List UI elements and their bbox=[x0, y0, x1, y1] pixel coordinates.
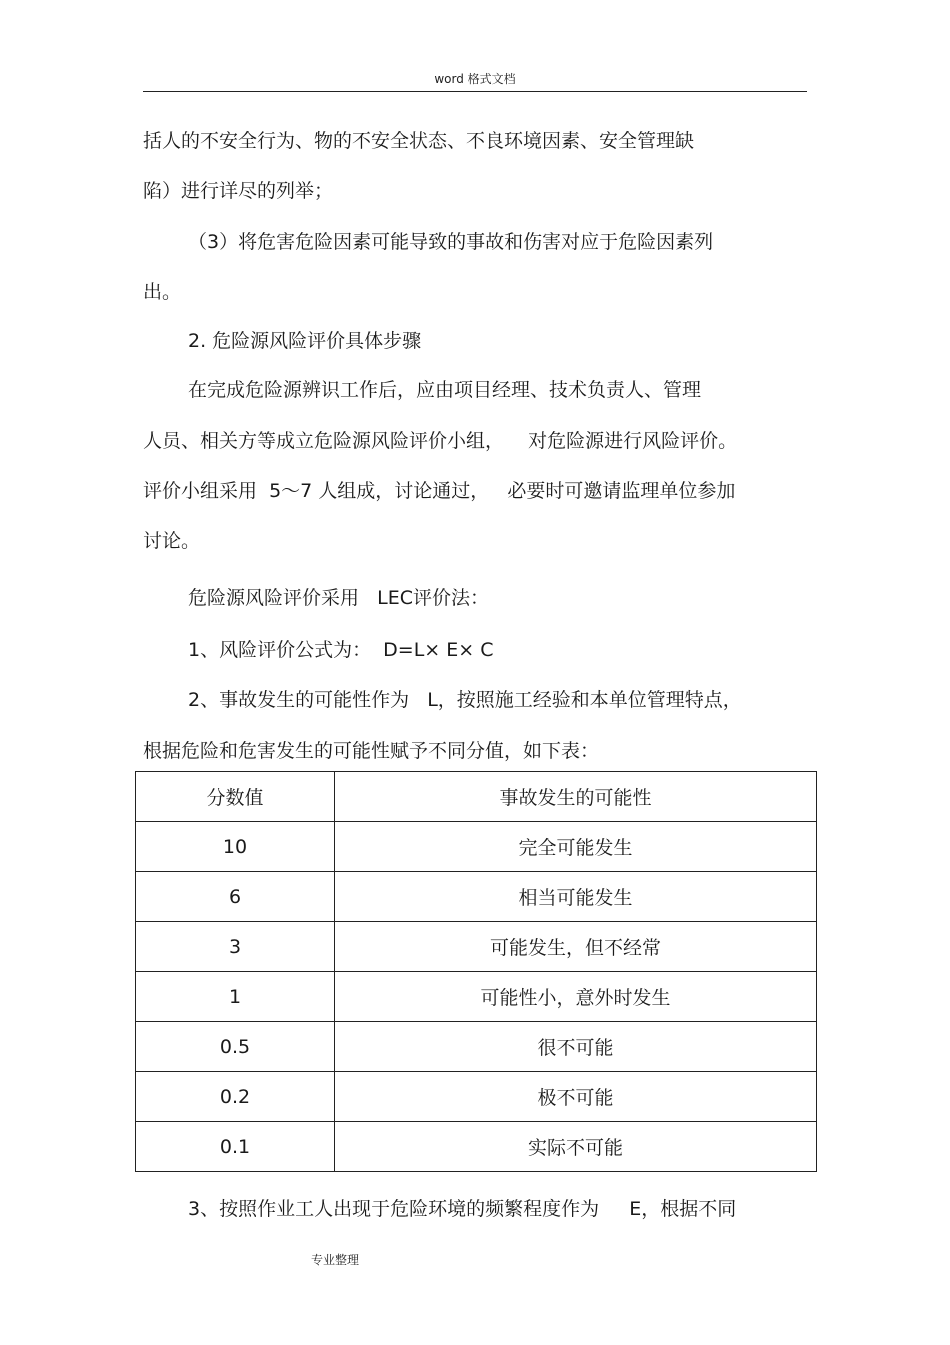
score-cell: 0.1 bbox=[136, 1122, 335, 1172]
table-row bbox=[136, 1022, 817, 1072]
page-header: word 格式文档 bbox=[434, 72, 516, 86]
paragraph-line: 出。 bbox=[143, 281, 182, 303]
likelihood-cell: 完全可能发生 bbox=[335, 822, 817, 872]
paragraph-line: 人员、相关方等成立危险源风险评价小组， 对危险源进行风险评价。 bbox=[143, 430, 738, 452]
score-cell: 1 bbox=[136, 972, 335, 1022]
likelihood-cell: 实际不可能 bbox=[335, 1122, 817, 1172]
table-row bbox=[136, 1072, 817, 1122]
score-cell: 0.5 bbox=[136, 1022, 335, 1072]
table-header-row bbox=[136, 772, 817, 822]
likelihood-score-table bbox=[135, 771, 817, 1172]
score-cell: 10 bbox=[136, 822, 335, 872]
paragraph-line: 根据危险和危害发生的可能性赋予不同分值，如下表： bbox=[143, 740, 600, 762]
table-row bbox=[136, 822, 817, 872]
likelihood-cell: 很不可能 bbox=[335, 1022, 817, 1072]
paragraph-line: 讨论。 bbox=[143, 530, 201, 552]
likelihood-cell: 相当可能发生 bbox=[335, 872, 817, 922]
paragraph-line: 在完成危险源辨识工作后，应由项目经理、技术负责人、管理 bbox=[188, 379, 702, 401]
header-divider bbox=[143, 91, 807, 92]
section-heading: 2. 危险源风险评价具体步骤 bbox=[188, 330, 422, 352]
score-cell: 6 bbox=[136, 872, 335, 922]
paragraph-line: 陷）进行详尽的列举； bbox=[143, 180, 334, 202]
paragraph-line: 评价小组采用 5～7 人组成，讨论通过， 必要时可邀请监理单位参加 bbox=[143, 480, 736, 502]
formula-line: 1、风险评价公式为： D=L× E× C bbox=[188, 639, 494, 661]
table-header-cell: 事故发生的可能性 bbox=[335, 772, 817, 822]
table-row bbox=[136, 1122, 817, 1172]
paragraph-line: （3）将危害危险因素可能导致的事故和伤害对应于危险因素列 bbox=[188, 231, 714, 253]
table-row bbox=[136, 972, 817, 1022]
paragraph-line: 3、按照作业工人出现于危险环境的频繁程度作为 E，根据不同 bbox=[188, 1198, 737, 1220]
score-cell: 0.2 bbox=[136, 1072, 335, 1122]
page-footer: 专业整理 bbox=[311, 1253, 360, 1267]
paragraph-line: 括人的不安全行为、物的不安全状态、不良环境因素、安全管理缺 bbox=[143, 130, 695, 152]
paragraph-line: 2、事故发生的可能性作为 L，按照施工经验和本单位管理特点， bbox=[188, 689, 742, 711]
table-row bbox=[136, 922, 817, 972]
likelihood-cell: 可能性小，意外时发生 bbox=[335, 972, 817, 1022]
likelihood-cell: 可能发生，但不经常 bbox=[335, 922, 817, 972]
score-cell: 3 bbox=[136, 922, 335, 972]
table-row bbox=[136, 872, 817, 922]
likelihood-cell: 极不可能 bbox=[335, 1072, 817, 1122]
paragraph-line: 危险源风险评价采用 LEC评价法： bbox=[188, 587, 489, 609]
table-header-cell: 分数值 bbox=[136, 772, 335, 822]
